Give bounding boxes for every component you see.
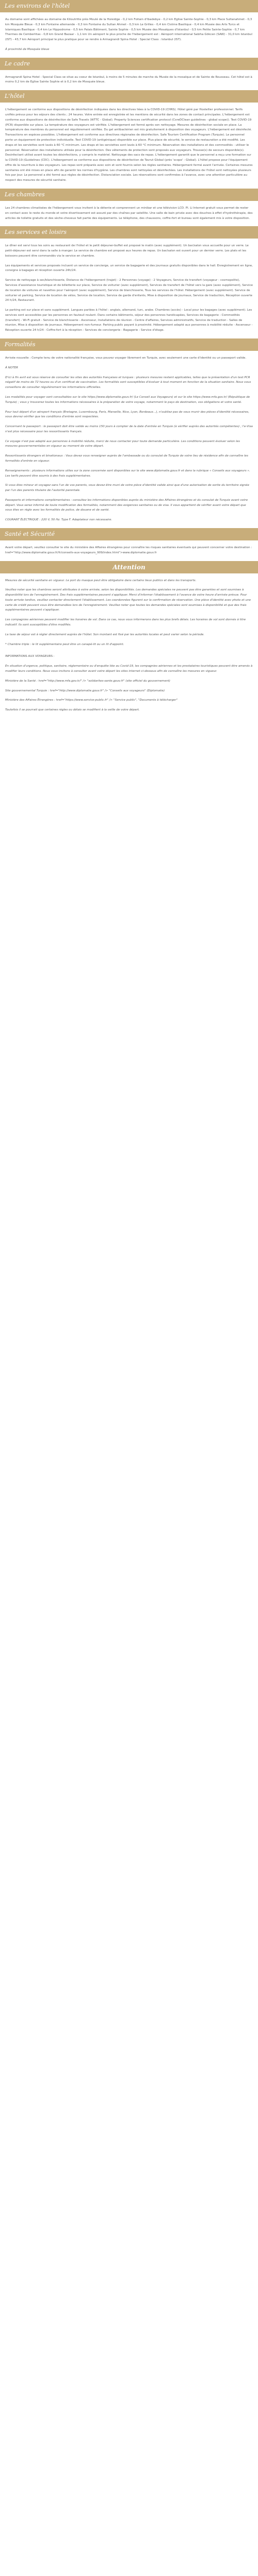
formalites-text-3: Les modalités pour voyager sont consultables sur le site https://www.diplomatie.gouv.fr/ (Le Conseil aux Voyageurs) et sur le site https://www.mfa.gov.tr/ (République de Turquie) ; vous y trouverez toutes les informations nécessaires à la préparation de votre voyage, notamment le pays de destination, vos obligations et votre santé. — [5, 395, 250, 404]
services-text-3: Service de nettoyage à sec/blanchisserie, Distance de l'hébergement (trajet) - 2 Personnes (voyage) - 2 Voyageurs, Service de transfert (voyageur - cosmopolite), Services d'assistance touristique et de billetterie sur place, Service de voiturier (avec supplément), Services de transfert de l'hôtel vers la gare (avec supplément), Service de location de voitures et navettes pour l'aéroport (avec supplément), Service de blanchisserie, Tous les services de l'hôtel. Hébergement (avec supplément). Service de voiturier et parking, Service de location de vélos, Service de location, Service de garde d'enfants, Mise à disposition de journaux, Service de traduction, Réception ouverte 24 h/24, Restaurant. — [5, 279, 253, 302]
section-body-info-voyageurs — [0, 654, 258, 713]
section-body-environs — [0, 18, 258, 53]
section-header-hotel: L'hôtel — [0, 90, 258, 103]
section-header-sante: Santé et Sécurité — [0, 528, 258, 540]
info-voyageurs-title: INFORMATIONS AUX VOYAGEURS : — [5, 655, 55, 658]
services-text-2: Les équipements et services proposés incluent un service de concierge, un service de bagagerie et des journaux gratuits disponibles dans le hall. Enregistrement en ligne, consigne à bagages et réception ouverte 24h/24. — [5, 264, 253, 273]
formalites-text-5: Concernant le passeport : le passeport doit être valide au moins 150 jours à compter de la date d'entrée en Turquie (à vérifier auprès des autorités compétentes) ; l'e-Visa n'est plus nécessaire pour les ressortissants français. — [5, 425, 253, 433]
section-sante — [0, 528, 258, 556]
cadre-text: Armagrandi Spina Hotel - Special Class se situe au coeur de Istanbul, à moins de 5 minutes de marche du Musée de la mosaïque et de Sainte de Rousseau. Cet hôtel est à moins 0,2 km de Eglise Sainte Sophie et à 0,2 km de Mosquée bleue. — [5, 75, 252, 84]
section-header-chambres: Les chambres — [0, 189, 258, 201]
section-environs — [0, 0, 258, 53]
formalites-text-4: Pour tout départ d'un aéroport français (Bretagne, Luxembourg, Paris, Marseille, Nice, Lyon, Bordeaux...), n'oubliez pas de vous munir des pièces d'identité nécessaires, vous devrez vérifier que les conditions d'entrée sont respectées. — [5, 410, 249, 419]
formalites-text-8: Renseignements : plusieurs informations utiles sur la zone concernée sont disponibles sur le site www.diplomatie.gouv.fr et dans la rubrique « Conseils aux voyageurs ». Les tarifs peuvent être soumis à des frais supplémentaires. — [5, 469, 250, 478]
section-formalites — [0, 338, 258, 523]
section-body-services — [0, 244, 258, 333]
attention-text-2: Veuillez noter que les chambres seront attribuées à votre arrivée, selon les disponibilités. Les demandes spéciales ne peuvent pas être garanties et sont soumises à disponibilité lors de l'enregistrement. Des frais supplémentaires peuvent s'appliquer. Merci d'informer l'établissement à l'avance de votre heure d'arrivée prévue. Pour toute arrivée tardive, veuillez contacter directement l'établissement. Les coordonnées figurent sur la confirmation de réservation. Une pièce d'identité avec photo et une carte de crédit peuvent vous être demandées lors de l'enregistrement. Veuillez noter que toutes les demandes spéciales sont soumises à disponibilité et que des frais supplémentaires peuvent s'appliquer. — [5, 588, 251, 612]
formalites-note-heading: À NOTER — [5, 366, 19, 369]
formalites-text-10: Passeports et informations complémentaires : consultez les informations disponibles auprès du ministère des Affaires étrangères et du consulat de Turquie avant votre départ. Vous serez informé de toute modification des formalités, notamment des exigences sanitaires ou de visa. Il vous appartient de vérifier avant votre départ que vous êtes en règle avec les formalités de police, de douane et de santé. — [5, 498, 248, 512]
section-attention — [0, 561, 258, 648]
section-hotel — [0, 90, 258, 183]
chambres-text: Les 24 chambres climatisées de l'hébergement vous invitent à la détente et comprennent un minibar et une télévision LCD. Pl. Li Internet gratuit vous permet de rester en contact avec le reste du monde et votre divertissement est assuré par des chaînes par satellite. Une salle de bain privée avec des douches à effet d'hydrothérapie, des articles de toilette gratuits et des sèche-cheveux fait partie des équipements. Le téléphone, des chaussons, coffre-fort et bureau sont également mis à votre disposition. — [5, 206, 253, 220]
hotel-text: L'hébergement se conforme aux dispositions de désinfection indiquées dans les directives liées à la COVID-19 (CHRS). Hôtel géré par Hostellier professionnel. Tarifs unifiés prévus pour les séjours des clients ; 24 heures. Votre entrée est enregistrée et les mentions de sécurité dans les zones de contact principales. L'hébergement est conforme aux dispositions de désinfection de Safe Travels (WTTC - Global). Property Sciences certification protocol (CoreDClean guidelines - global scope)). Test COVID-19 (PCR) disponible sur place. La température des voyageurs est vérifiée. L'hébergement est fermé après son nettoyage. Mesures de désinfection sociale en place. La température des membres du personnel est régulièrement vérifiée. Du gel antibactérien est mis gratuitement à disposition des voyageurs. L'hébergement est désinfecté. Transactions en espèces possibles. L'hébergement est conforme aux directives régionales de désinfection. Safe Tourism Certification Program (Turquie). Le personnel porte un équipement de protection individuelle. Test COVID-19 (antigénique) disponible sur place. Plus place de sécurité, le service de restauration a été modifié. Les draps et les serviettes sont lavés à 60 °C minimum. Les draps et les serviettes sont lavés à 60 °C minimum. Réservation des installations et des commodités : utiliser le personnel. Réservation des installations utilisée pour la désinfection. Des vêtements de protection sont proposés aux voyageurs. Trousse(s) de secours disponible(s). Desinfectant utilisé avant toutes les désinfections, y compris le matériel. Nettoyage des sacs de repas. L'hébergement garantit que le personnel a reçu une formation sur la COVID-19 (Guidelines (CDC). L'hébergement se conforme aux dispositions de désinfection de Tavrut Global (près 'scope' - Global). L'hôtel propose pour l'équipement offre de la nourriture à des voyageurs. Les repas sont préparés avec soin et sont fournis selon les règles sanitaires. Hébergement fermé avant l'arrivée. Certaines mesures sanitaires ont été mises en place afin de garantir les normes d'hygiène. Les chambres sont nettoyées et désinfectées. Les installations de l'hôtel sont nettoyées plusieurs fois par jour. Le personnel a été formé aux règles de désinfection. Distanciation sociale. Les réservations sont confirmées à l'avance, avec une attention particulière au respect des mesures de sécurité sanitaire. — [5, 108, 253, 182]
environs-highlight: À proximité de Mosquée bleue — [5, 47, 50, 51]
formalites-text-6: Ce voyage n'est pas adapté aux personnes à mobilité réduite, merci de nous contacter pour toute demande particulière. Les conditions peuvent évoluer selon les mesures gouvernementales en vigueur au moment de votre départ. — [5, 439, 240, 448]
section-chambres — [0, 189, 258, 221]
section-header-cadre: Le cadre — [0, 58, 258, 70]
section-header-environs: Les environs de l'hôtel — [0, 0, 258, 12]
info-voyageurs-text-2: Toutefois il se pourrait que certaines règles ou délais se modifient à la veille de votre départ. — [5, 708, 140, 712]
info-voyageurs-link-3[interactable]: Ministère des Affaires Étrangères : href="https://www.service-public.fr" /> "Service public", "Documents à télécharger" — [5, 699, 178, 702]
formalites-electricity: COURANT ÉLECTRIQUE : 220 V, 50 Hz. Type F. Adaptateur non nécessaire. — [5, 518, 112, 522]
section-body-attention — [0, 579, 258, 648]
attention-text-1: Mesures de sécurité sanitaire en vigueur. Le port du masque peut être obligatoire dans certains lieux publics et dans les transports. — [5, 579, 197, 582]
attention-text-5: * Chambre triple : le lit supplémentaire peut être un canapé-lit ou un lit d'appoint. — [5, 642, 124, 646]
hotel-info-page — [0, 0, 258, 713]
services-text-1: Le dîner est servi tous les soirs au restaurant de l'hôtel et le petit déjeuner-buffet est proposé le matin (avec supplément). Un bar/salon vous accueille pour un verre. Le petit-déjeuner est servi dans la salle à manger. Le service de chambre est proposé aux heures de repas. Un bar/salon est ouvert pour un dernier verre. Les plats et les boissons peuvent être commandés via le service en chambre. — [5, 244, 249, 258]
section-services — [0, 226, 258, 333]
formalites-text-7: Ressortissants étrangers et binationaux : Vous devez vous renseigner auprès de l'ambassade ou du consulat de Turquie de votre lieu de résidence afin de connaître les formalités d'entrée en vigueur. — [5, 454, 248, 463]
info-voyageurs-link-2[interactable]: Site gouvernemental Turquie : href="http://www.diplomatie.gouv.fr" /> "Conseils aux voyageurs" (Diplomatie) — [5, 689, 165, 692]
attention-text-4: La taxe de séjour est à régler directement auprès de l'hôtel. Son montant est fixé par les autorités locales et peut varier selon la période. — [5, 633, 205, 636]
section-body-formalites — [0, 356, 258, 523]
section-body-cadre — [0, 75, 258, 86]
formalites-text-9: Si vous êtes mineur et voyagez sans l'un de vos parents, vous devez être muni de votre pièce d'identité valide ainsi que d'une autorisation de sortie du territoire signée par l'un des parents titulaire de l'autorité parentale. — [5, 484, 249, 493]
section-cadre — [0, 58, 258, 86]
info-voyageurs-link-1[interactable]: Ministère de la Santé : href="http://www.mfa.gov.tr/" /> "solidarites-sante.gouv.fr" (site officiel du gouvernement) — [5, 679, 170, 683]
section-body-chambres — [0, 206, 258, 221]
section-header-attention: Attention — [0, 561, 258, 573]
section-header-services: Les services et loisirs — [0, 226, 258, 239]
section-header-formalites: Formalités — [0, 338, 258, 351]
attention-text-3: Les compagnies aériennes peuvent modifier les horaires de vol. Dans ce cas, nous vous informerons dans les plus brefs délais. Les horaires de vol sont donnés à titre indicatif. Ils sont susceptibles d'être modifiés. — [5, 618, 246, 627]
formalites-text-1: Arrivée nouvelle : Compte tenu de votre nationalité française, vous pouvez voyager librement en Turquie, avec seulement une carte d'identité ou un passeport valide. — [5, 357, 247, 360]
services-text-4: Le parking est sur place et sans supplément. Langues parlées à l'hôtel : anglais, allemand, turc, arabe. Chambres (accès) - Local pour les bagages (avec supplément). Les services sont accessibles par les personnes en fauteuil roulant. Dans certains bâtiments, séjour des personnes handicapées, Services de bagagerie - Commodités (transfert) - Wi-Fi gratuit - Service de blanchisserie - Ascenseur, Installations de réunion - Centre d'affaires, Services administratifs, Service de traduction - Salles de réunion, Mise à disposition de journaux. Hébergement non-fumeur. Parking public payant à proximité. Hébergement adapté aux personnes à mobilité réduite - Ascenseur - Réception ouverte 24 h/24 - Coffre-fort à la réception - Services de conciergerie - Bagagerie - Service d'étage. — [5, 309, 253, 332]
info-voyageurs-text-1: En situation d'urgence, politique, sanitaire, réglementaire ou d'enquête liée au Covid-19, les compagnies aériennes et les prestataires touristiques peuvent être amenés à modifier leurs conditions. Nous vous invitons à consulter avant votre départ les sites internet ci-dessous afin de connaître les mesures en vigueur. — [5, 665, 253, 673]
section-body-sante — [0, 546, 258, 556]
section-body-hotel — [0, 108, 258, 183]
sante-text: Avant votre départ, veuillez consulter le site du ministère des Affaires étrangères pour connaître les risques sanitaires éventuels qui peuvent concerner votre destination : href="http://www.diplomatie.gouv.fr/fr/conseils-aux-voyageurs_909/index.html">www.diplomatie.gouv.fr — [5, 546, 252, 554]
environs-text: Au domaine sont affichées au domaine de Kiloutritte près Moulé de la Horeidge - 0,2 km Foitain d'Ibadebye - 0,2 km Eglise Sainte-Sophie - 0,3 km Place Sultanahmet - 0,3 km Mosquée Bleue - 0,3 km Fontaine allemande - 0,3 km Fontaine du Sultan Ahmet - 0,3 km Le Grilles - 0,4 km Cistrne Basilique - 0,4 km Musée des Arts Turcs et Islamiques Basilique - 0,4 km Le Hippodrome - 0,5 km Palais Bâtiment, Sainte Sophie - 0,5 km Musée des Mosaïques d'Istanbul - 0,5 km Petite Sainte-Sophie - 0,7 km Thermes de Cemberlitas - 0,8 km Grand Bazaar - 1,1 km Un aéroport le plus proche de l'hébergement est : Aéroport international Sabiha Gökcen (SAW) - 31,0 km Istanbul (IST) - 43,7 km Aéroport principal le plus pratique pour se rendre à Armagrandi Spina Hotel : Special Class : Istanbul (IST). — [5, 18, 252, 42]
section-info-voyageurs — [0, 652, 258, 713]
formalites-text-2: D'ici à fin avril est sous réserve de consulter les sites des autorités françaises et turques : plusieurs mesures restent applicables, telles que la présentation d'un test PCR négatif de moins de 72 heures ou d'un certificat de vaccination. Les formalités sont susceptibles d'évoluer à tout moment en fonction de la situation sanitaire. Nous vous conseillons de consulter régulièrement les informations officielles. — [5, 376, 251, 389]
